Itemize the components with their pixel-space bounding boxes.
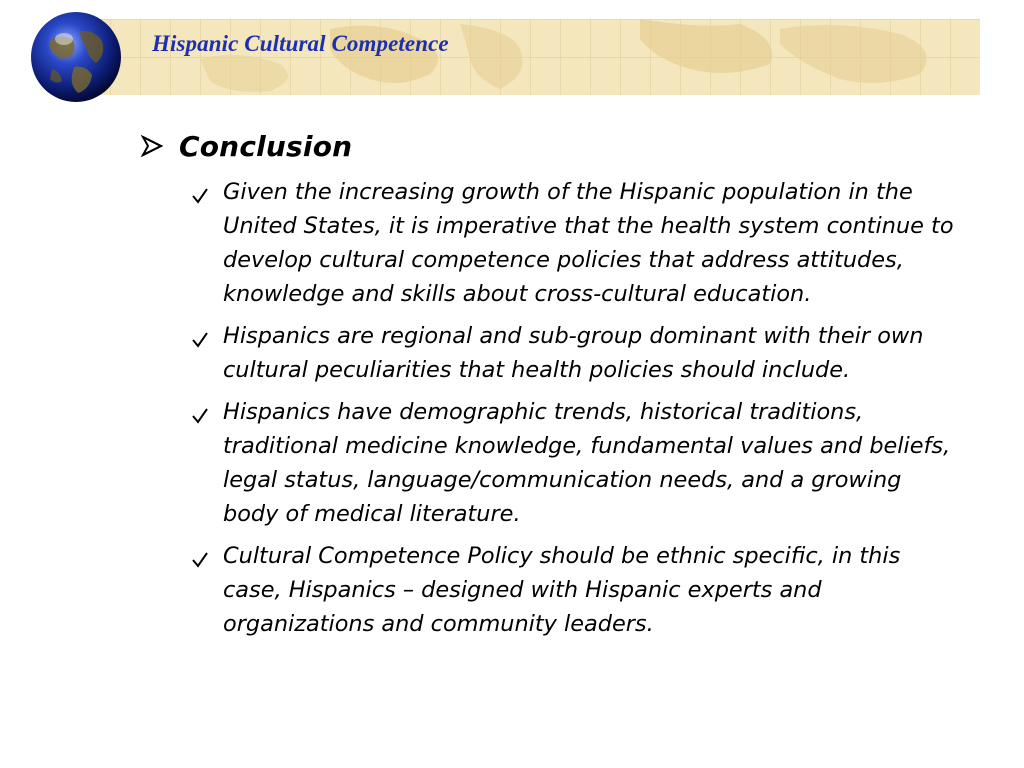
globe-icon (30, 11, 122, 103)
bullet-text: Cultural Competence Policy should be ethnic specific, in this case, Hispanics – designed with Hispanic experts and organizations and community leaders. (223, 543, 901, 637)
checkmark-icon (190, 326, 210, 346)
list-item (190, 175, 960, 311)
bullet-text: Hispanics have demographic trends, historical traditions, traditional medicine knowledge, fundamental values and beliefs, legal status, language/communication needs, and a growing body of medical literature. (223, 399, 951, 527)
bullet-text: Hispanics are regional and sub-group dominant with their own cultural peculiarities that health policies should include. (223, 323, 924, 383)
checkmark-icon (190, 182, 210, 202)
list-item (190, 319, 960, 387)
section-heading: Conclusion (179, 129, 353, 163)
slide-title: Hispanic Cultural Competence (152, 31, 449, 56)
list-item (190, 539, 960, 641)
checkmark-icon (190, 546, 210, 566)
section-heading-row (140, 126, 352, 166)
bullet-text: Given the increasing growth of the Hispanic population in the United States, it is imperative that the health system continue to develop cultural competence policies that address attitudes, knowledge and skills about cross-cultural education. (223, 179, 954, 307)
arrow-bullet-icon (140, 126, 168, 166)
checkmark-icon (190, 402, 210, 422)
bullet-list (190, 175, 960, 649)
list-item (190, 395, 960, 531)
